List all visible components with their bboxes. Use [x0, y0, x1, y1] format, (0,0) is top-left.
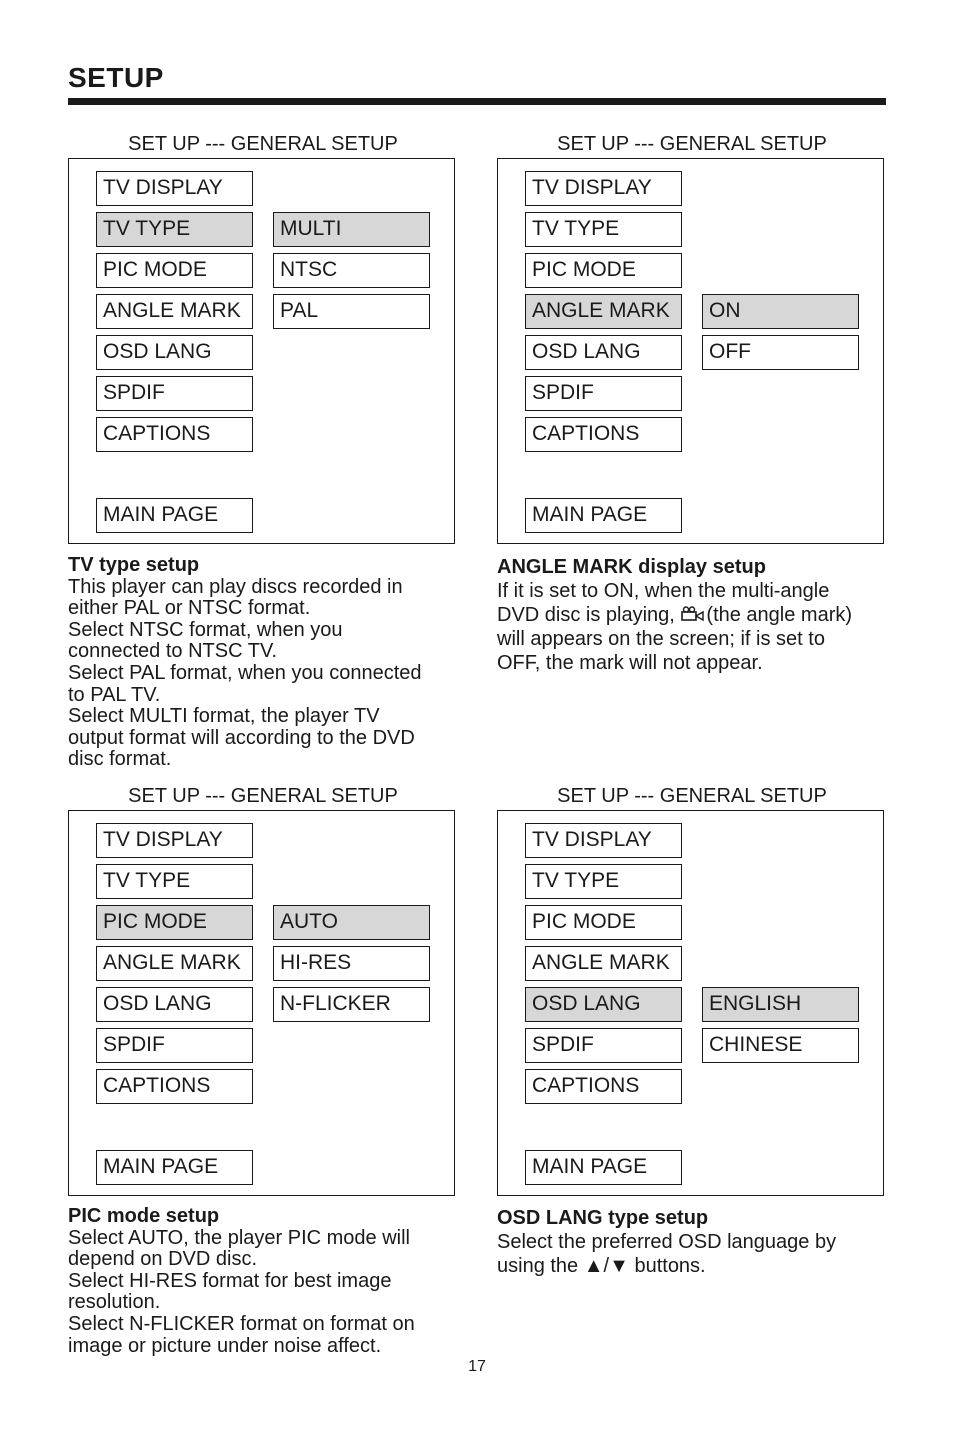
menu-item-spdif[interactable]: SPDIF	[525, 376, 682, 411]
panel-caption: SET UP --- GENERAL SETUP	[128, 785, 398, 807]
option-ntsc[interactable]: NTSC	[273, 253, 430, 288]
description-line: Select HI-RES format for best image	[68, 1269, 392, 1292]
description-title: OSD LANG type setup	[497, 1207, 709, 1229]
menu-item-osd-lang[interactable]: OSD LANG	[96, 335, 253, 370]
description-text: (the angle mark)	[706, 604, 853, 626]
description-title: TV type setup	[68, 554, 200, 576]
description-line: either PAL or NTSC format.	[68, 597, 311, 620]
menu-item-tv-type[interactable]: TV TYPE	[96, 864, 253, 899]
description-line: to PAL TV.	[68, 683, 161, 706]
menu-item-main-page[interactable]: MAIN PAGE	[96, 498, 253, 533]
description-title: ANGLE MARK display setup	[497, 556, 766, 578]
option-multi[interactable]: MULTI	[273, 212, 430, 247]
description-angle-mark	[497, 555, 897, 675]
description-line: Select AUTO, the player PIC mode will	[68, 1226, 410, 1249]
menu-item-tv-type[interactable]: TV TYPE	[525, 864, 682, 899]
camera-angle-icon	[681, 606, 705, 622]
description-text: buttons.	[634, 1255, 706, 1277]
menu-item-main-page[interactable]: MAIN PAGE	[525, 1150, 682, 1185]
menu-item-captions[interactable]: CAPTIONS	[96, 1069, 253, 1104]
description-line: disc format.	[68, 748, 172, 771]
menu-item-pic-mode[interactable]: PIC MODE	[525, 905, 682, 940]
description-osd-lang	[497, 1206, 897, 1278]
menu-item-tv-display[interactable]: TV DISPLAY	[96, 171, 253, 206]
description-line-with-icon	[497, 603, 897, 627]
menu-item-tv-display[interactable]: TV DISPLAY	[525, 171, 682, 206]
description-line: output format will according to the DVD	[68, 726, 415, 749]
up-arrow-icon: ▲	[583, 1255, 604, 1277]
option-chinese[interactable]: CHINESE	[702, 1028, 859, 1063]
menu-frame	[497, 810, 884, 1196]
menu-item-angle-mark[interactable]: ANGLE MARK	[525, 946, 682, 981]
menu-item-tv-display[interactable]: TV DISPLAY	[525, 823, 682, 858]
description-line: OFF, the mark will not appear.	[497, 652, 763, 674]
menu-item-angle-mark[interactable]: ANGLE MARK	[96, 294, 253, 329]
description-tv-type	[68, 555, 468, 771]
menu-item-spdif[interactable]: SPDIF	[525, 1028, 682, 1063]
option-hi-res[interactable]: HI-RES	[273, 946, 430, 981]
description-line: Select N-FLICKER format on format on	[68, 1312, 415, 1335]
description-pic-mode	[68, 1206, 468, 1357]
separator: /	[603, 1255, 610, 1277]
menu-item-spdif[interactable]: SPDIF	[96, 376, 253, 411]
menu-item-tv-type[interactable]: TV TYPE	[96, 212, 253, 247]
menu-item-captions[interactable]: CAPTIONS	[525, 417, 682, 452]
menu-item-main-page[interactable]: MAIN PAGE	[96, 1150, 253, 1185]
description-line: Select the preferred OSD language by	[497, 1231, 837, 1253]
menu-item-spdif[interactable]: SPDIF	[96, 1028, 253, 1063]
menu-item-tv-display[interactable]: TV DISPLAY	[96, 823, 253, 858]
panel-caption: SET UP --- GENERAL SETUP	[557, 133, 827, 155]
description-line: image or picture under noise affect.	[68, 1334, 382, 1357]
option-off[interactable]: OFF	[702, 335, 859, 370]
down-arrow-icon: ▼	[609, 1255, 629, 1277]
menu-item-pic-mode[interactable]: PIC MODE	[525, 253, 682, 288]
menu-item-tv-type[interactable]: TV TYPE	[525, 212, 682, 247]
description-line-with-arrows	[497, 1254, 897, 1278]
menu-item-osd-lang[interactable]: OSD LANG	[525, 987, 682, 1022]
menu-item-angle-mark[interactable]: ANGLE MARK	[96, 946, 253, 981]
description-title: PIC mode setup	[68, 1205, 220, 1227]
menu-frame	[497, 158, 884, 544]
panel-caption: SET UP --- GENERAL SETUP	[557, 785, 827, 807]
menu-item-main-page[interactable]: MAIN PAGE	[525, 498, 682, 533]
description-line: will appears on the screen; if is set to	[497, 628, 825, 650]
menu-item-pic-mode[interactable]: PIC MODE	[96, 253, 253, 288]
description-line: connected to NTSC TV.	[68, 640, 278, 663]
page-number: 17	[468, 1358, 486, 1375]
page-title: SETUP	[68, 62, 164, 93]
option-on[interactable]: ON	[702, 294, 859, 329]
menu-item-captions[interactable]: CAPTIONS	[96, 417, 253, 452]
panel-caption: SET UP --- GENERAL SETUP	[128, 133, 398, 155]
menu-item-angle-mark[interactable]: ANGLE MARK	[525, 294, 682, 329]
menu-item-osd-lang[interactable]: OSD LANG	[525, 335, 682, 370]
description-line: Select PAL format, when you connected	[68, 661, 422, 684]
option-n-flicker[interactable]: N-FLICKER	[273, 987, 430, 1022]
description-line: depend on DVD disc.	[68, 1248, 258, 1271]
description-line: Select NTSC format, when you	[68, 618, 343, 641]
description-line: resolution.	[68, 1291, 161, 1314]
menu-item-captions[interactable]: CAPTIONS	[525, 1069, 682, 1104]
menu-frame	[68, 158, 455, 544]
description-text: using the	[497, 1255, 579, 1277]
title-rule	[68, 98, 886, 105]
description-line: Select MULTI format, the player TV	[68, 705, 380, 728]
description-text: DVD disc is playing,	[497, 604, 675, 626]
option-english[interactable]: ENGLISH	[702, 987, 859, 1022]
description-line: If it is set to ON, when the multi-angle	[497, 580, 830, 602]
description-line: This player can play discs recorded in	[68, 575, 403, 598]
menu-item-pic-mode[interactable]: PIC MODE	[96, 905, 253, 940]
option-auto[interactable]: AUTO	[273, 905, 430, 940]
menu-frame	[68, 810, 455, 1196]
option-pal[interactable]: PAL	[273, 294, 430, 329]
menu-item-osd-lang[interactable]: OSD LANG	[96, 987, 253, 1022]
